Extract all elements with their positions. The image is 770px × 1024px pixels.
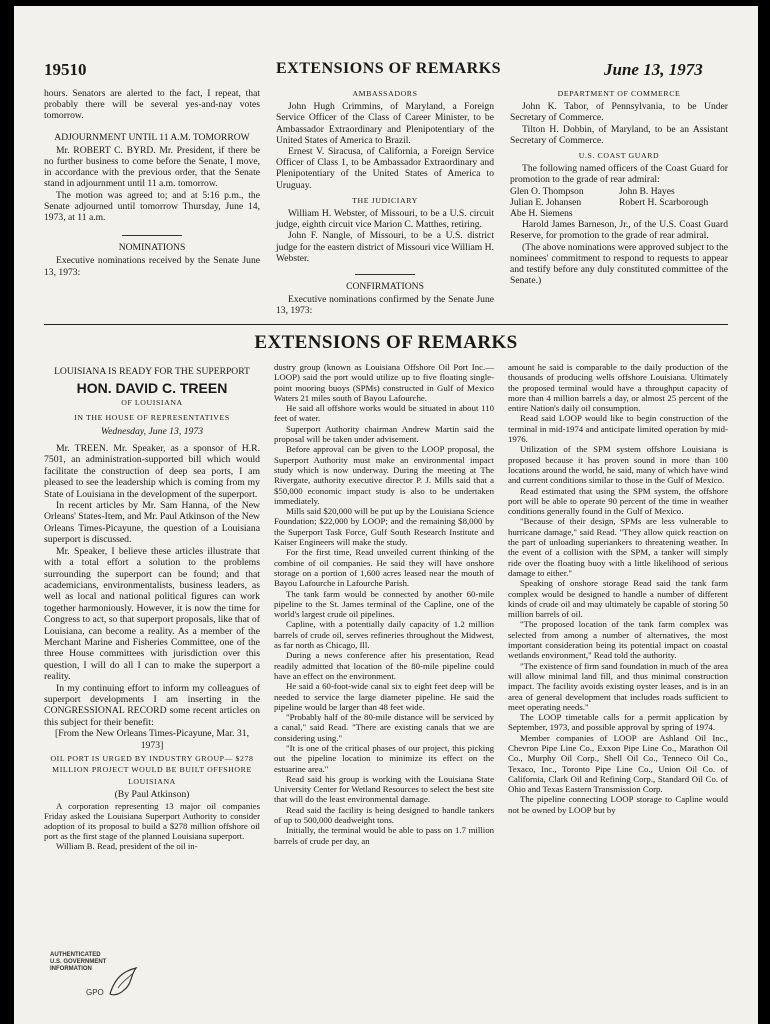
page bbox=[14, 6, 758, 1024]
article-paragraph: Read said his group is working with the Louisiana State University Center for Wetland Resources to select the best site that will do the least environmental damage. bbox=[274, 773, 494, 805]
speech-date: Wednesday, June 13, 1973 bbox=[100, 425, 204, 437]
top-column-1 bbox=[44, 88, 260, 278]
article-paragraph: Read said LOOP would like to begin construction of the terminal in mid-1974 and anticipate limited operation by mid-1976. bbox=[508, 413, 728, 445]
article-paragraph: Member companies of LOOP are Ashland Oil Inc., Chevron Pipe Line Co., Exxon Pipe Line Co., Marathon Oil Co., Murphy Oil Corp., Shell Oil Co., Tenneco Oil Co., Texaco, Inc., Toronto Pipe Line Co., Union Oil Co. of California, Clark Oil and Refining Corp., Standard Oil Co. of Ohio and Texas Eastern Transmission Corp. bbox=[508, 732, 728, 795]
confirmations-paragraph: Executive nominations confirmed by the Senate June 13, 1973: bbox=[276, 294, 494, 317]
extensions-column-2 bbox=[274, 362, 494, 846]
gpo-authentication-seal bbox=[50, 952, 106, 973]
officer-name: Glen O. Thompson bbox=[510, 185, 584, 197]
article-paragraph: The LOOP timetable calls for a permit application by September, 1973, and possible approval by spring of 1974. bbox=[508, 712, 728, 733]
article-paragraph: Read said the facility is being designed to handle tankers of up to 500,000 deadweight tons. bbox=[274, 804, 494, 826]
divider bbox=[122, 235, 182, 236]
adjournment-paragraph: The motion was agreed to; and at 5:16 p.m., the Senate adjourned until tomorrow Thursday, June 14, 1973, at 11 a.m. bbox=[44, 189, 260, 224]
article-paragraph: "The proposed location of the tank farm complex was selected from among a number of alternatives, the most important consideration being its potential impact on coastal wetlands environment," Read told the authority. bbox=[508, 619, 728, 661]
article-paragraph: Before approval can be given to the LOOP proposal, the Superport Authority must make an environmental impact study which is now underway. During the meeting at The Rivergate, authority executive director P. J. Mills said that a $50,000 economic impact study is also to be undertaken immediately. bbox=[274, 444, 494, 506]
seal-line: INFORMATION bbox=[50, 966, 92, 972]
extensions-title: EXTENSIONS OF REMARKS bbox=[254, 332, 518, 353]
body-paragraph: Mr. Speaker, I believe these articles illustrate that with a total effort a solution to the problems surrounding the superport can be found; and that academicians, environmentalists, business leaders, as well as local and national political figures can work together harmoniously. However, it is now the time for Congress to act, so that superport proposals, like that of Louisiana, can become a reality. As a member of the Merchant Marine and Fisheries Committee, one of the three House committees with jurisdiction over this question, I will do all I can to make the superport a reality. bbox=[44, 545, 260, 683]
article-heading: LOUISIANA IS READY FOR THE SUPERPORT bbox=[54, 366, 250, 377]
judiciary-heading: THE JUDICIARY bbox=[352, 195, 418, 205]
nomination-entry: The following named officers of the Coast Guard for promotion to the grade of rear admiral: bbox=[510, 163, 728, 186]
officer-row bbox=[510, 208, 728, 219]
extensions-column-1 bbox=[44, 362, 260, 852]
body-paragraph: In my continuing effort to inform my colleagues of superport developments I am inserting in the CONGRESSIONAL RECORD some recent articles on this subject for their benefit: bbox=[44, 682, 260, 728]
article-source: [From the New Orleans Times-Picayune, Mar. 31, 1973] bbox=[55, 728, 249, 751]
nomination-entry: William H. Webster, of Missouri, to be a U.S. circuit judge, eighth circuit vice Marion C. Matthes, retiring. bbox=[276, 208, 494, 231]
nomination-entry: John F. Nangle, of Missouri, to be a U.S. district judge for the eastern district of Missouri vice William H. Webster. bbox=[276, 230, 494, 264]
carryover-text: hours. Senators are alerted to the fact, I repeat, that probably there will be several yes-and-nay votes tomorrow. bbox=[44, 88, 260, 122]
page-number: 19510 bbox=[44, 60, 87, 79]
speaker-name: HON. DAVID C. TREEN bbox=[76, 380, 228, 397]
nomination-entry: Ernest V. Siracusa, of California, a Foreign Service Officer of Class 1, to be Ambassador Extraordinary and Plenipotentiary of the United States of America to Uruguay. bbox=[276, 146, 494, 191]
commerce-heading: DEPARTMENT OF COMMERCE bbox=[557, 89, 681, 98]
coast-guard-heading: U.S. COAST GUARD bbox=[578, 151, 660, 161]
article-paragraph: "The existence of firm sand foundation in much of the area will allow minimal land fill, and thus minimal construction impact. The facility avoids existing oyster leases, and is in an area of general development that includes roads sufficient to meet operating needs." bbox=[508, 660, 728, 712]
officer-name: John B. Hayes bbox=[619, 185, 675, 197]
article-paragraph: Read estimated that using the SPM system, the offshore port will be able to operate 90 percent of the time in weather conditions generally found in the Gulf of Mexico. bbox=[508, 485, 728, 517]
article-paragraph: William B. Read, president of the oil in- bbox=[56, 841, 198, 852]
article-byline: (By Paul Atkinson) bbox=[114, 789, 190, 801]
article-paragraph: Speaking of onshore storage Read said the tank farm complex would be designed to handle a number of different kinds of crude oil and may ultimately be capable of storing 50 million barrels of oil. bbox=[508, 578, 728, 620]
confirmations-heading: CONFIRMATIONS bbox=[346, 281, 424, 293]
running-header-date: June 13, 1973 bbox=[604, 60, 703, 79]
article-paragraph: "It is one of the critical phases of our project, this picking out the pipeline location to minimize its effect on the estuarine area." bbox=[274, 742, 494, 774]
officer-row bbox=[510, 197, 728, 208]
nominations-paragraph: Executive nominations received by the Senate June 13, 1973: bbox=[44, 255, 260, 278]
seal-line: U.S. GOVERNMENT bbox=[50, 959, 107, 965]
article-paragraph: Capline, with a potentially daily capacity of 1.2 million barrels of crude oil, serves refineries throughout the Midwest, as far north as Chicago, Ill. bbox=[274, 619, 494, 651]
article-paragraph: During a news conference after his presentation, Read readily admitted that location of the 80-mile pipeline could have an effect on the environment. bbox=[274, 650, 494, 681]
eagle-icon bbox=[102, 964, 142, 1004]
seal-line: AUTHENTICATED bbox=[50, 952, 101, 958]
article-paragraph: The tank farm would be connected by another 60-mile pipeline to the St. James terminal of the Capline, one of the world's largest crude oil pipelines. bbox=[274, 588, 494, 620]
officer-row bbox=[510, 186, 728, 197]
inserted-article-heading: OIL PORT IS URGED BY INDUSTRY GROUP— $278 MILLION PROJECT WOULD BE BUILT OFFSHORE LOUISIANA bbox=[50, 754, 254, 786]
article-paragraph: He said all offshore works would be situated in about 110 feet of water. bbox=[274, 403, 494, 424]
article-paragraph: dustry group (known as Louisiana Offshore Oil Port Inc.—LOOP) said the port would utilize up to five floating single-point mooring buoys (SPMs) constructed in Gulf of Mexico Waters 21 miles south of Bayou Lafourche. bbox=[274, 362, 494, 403]
nomination-entry: John Hugh Crimmins, of Maryland, a Foreign Service Officer of the Class of Career Minister, to be Ambassador Extraordinary and Plenipotentiary of the United States of America to Brazil. bbox=[276, 101, 494, 146]
nomination-entry: John K. Tabor, of Pennsylvania, to be Under Secretary of Commerce. bbox=[510, 101, 728, 124]
body-paragraph: In recent articles by Mr. Sam Hanna, of the New Orleans' States-Item, and Mr. Paul Atkinson of the New Orleans Times-Picayune, the question of a Louisiana superport is discussed. bbox=[44, 500, 260, 546]
speaker-state: OF LOUISIANA bbox=[121, 397, 183, 407]
article-paragraph: The pipeline connecting LOOP storage to Capline would not be owned by LOOP but by bbox=[508, 794, 728, 815]
nomination-note: (The above nominations were approved subject to the nominees' commitment to respond to requests to appear and testify before any duly constituted committee of the Senate.) bbox=[510, 241, 728, 287]
nomination-entry: Harold James Barneson, Jr., of the U.S. Coast Guard Reserve, for promotion to the grade of rear admiral. bbox=[510, 219, 728, 242]
article-paragraph: Superport Authority chairman Andrew Martin said the proposal will be taken under advisement. bbox=[274, 423, 494, 445]
officer-name: Abe H. Siemens bbox=[510, 208, 573, 220]
article-paragraph: For the first time, Read unveiled current thinking of the combine of oil companies. He said they will have onshore storage on a portion of 1,600 acres leased near the mouth of Bayou Lafourche in Lafourche Parish. bbox=[274, 547, 494, 589]
article-paragraph: A corporation representing 13 major oil companies Friday asked the Louisiana Superport Authority to consider adoption of its proposal to build a $278 million offshore oil port as the first stage of the planned Louisiana superport. bbox=[44, 800, 260, 842]
divider bbox=[355, 274, 415, 275]
section-rule bbox=[44, 324, 728, 325]
gpo-logo-text: GPO bbox=[86, 988, 104, 997]
top-column-3 bbox=[510, 88, 728, 286]
nomination-entry: Tilton H. Dobbin, of Maryland, to be an Assistant Secretary of Commerce. bbox=[510, 123, 728, 146]
article-paragraph: Initially, the terminal would be able to pass on 1.7 million barrels of crude per day, an bbox=[274, 825, 494, 846]
article-paragraph: "Because of their design, SPMs are less vulnerable to hurricane damage," said Read. "They allow quick reaction on the part of unloading superiankers to threatening weather. In the event of a collision with the SPM, a tanker will simply ride over the floating buoy with a little likelihood of serious damage to either." bbox=[508, 516, 728, 578]
extensions-column-3 bbox=[508, 362, 728, 815]
officer-name: Julian E. Johansen bbox=[510, 196, 582, 208]
officer-name bbox=[619, 208, 728, 219]
ambassadors-heading: AMBASSADORS bbox=[352, 89, 418, 98]
article-paragraph: "Probably half of the 80-mile distance will be serviced by a canal," said Read. "There are existing canals that we are considering using." bbox=[274, 712, 494, 743]
article-paragraph: He said a 60-foot-wide canal six to eight feet deep will be needed to service the large diameter pipeline. He said the pipeline would be larger than 48 feet wide. bbox=[274, 681, 494, 712]
officer-name: Robert H. Scarborough bbox=[619, 196, 709, 208]
nominations-heading: NOMINATIONS bbox=[118, 242, 186, 254]
article-paragraph: Mills said $20,000 will be put up by the Louisiana Science Foundation; $22,000 by LOOP; and the remaining $8,000 by the Superport Task Force, Gulf South Research Institute and Kaiser Engineers will make the study. bbox=[274, 506, 494, 548]
chamber: IN THE HOUSE OF REPRESENTATIVES bbox=[74, 413, 230, 423]
top-column-2 bbox=[276, 88, 494, 317]
body-paragraph: Mr. TREEN. Mr. Speaker, as a sponsor of H.R. 7501, an administration-supported bill which would facilitate the construction of deep sea ports, I am pleased to see the leadership which is coming from my State of Louisiana in the development of the superport. bbox=[44, 443, 260, 500]
adjournment-paragraph: Mr. ROBERT C. BYRD. Mr. President, if there be no further business to come before the Senate, I move, in accordance with the previous order, that the Senate stand in adjournment until 11 a.m. tomorrow. bbox=[44, 144, 260, 190]
adjournment-heading: ADJOURNMENT UNTIL 11 A.M. TOMORROW bbox=[54, 131, 250, 143]
running-header-title: EXTENSIONS OF REMARKS bbox=[276, 60, 502, 77]
article-paragraph: amount he said is comparable to the daily production of the thousands of producing wells offshore Louisiana. Ultimately the proposed terminal would have a throughput capacity of more than 4 million barrels a day, or almost 25 percent of the entire Nation's daily oil consumption. bbox=[508, 362, 728, 414]
article-paragraph: Utilization of the SPM system offshore Louisiana is proposed because it has proven sound in more than 100 locations around the world, he said, many of which have wind and current conditions similar to those in the Gulf of Mexico. bbox=[508, 444, 728, 486]
